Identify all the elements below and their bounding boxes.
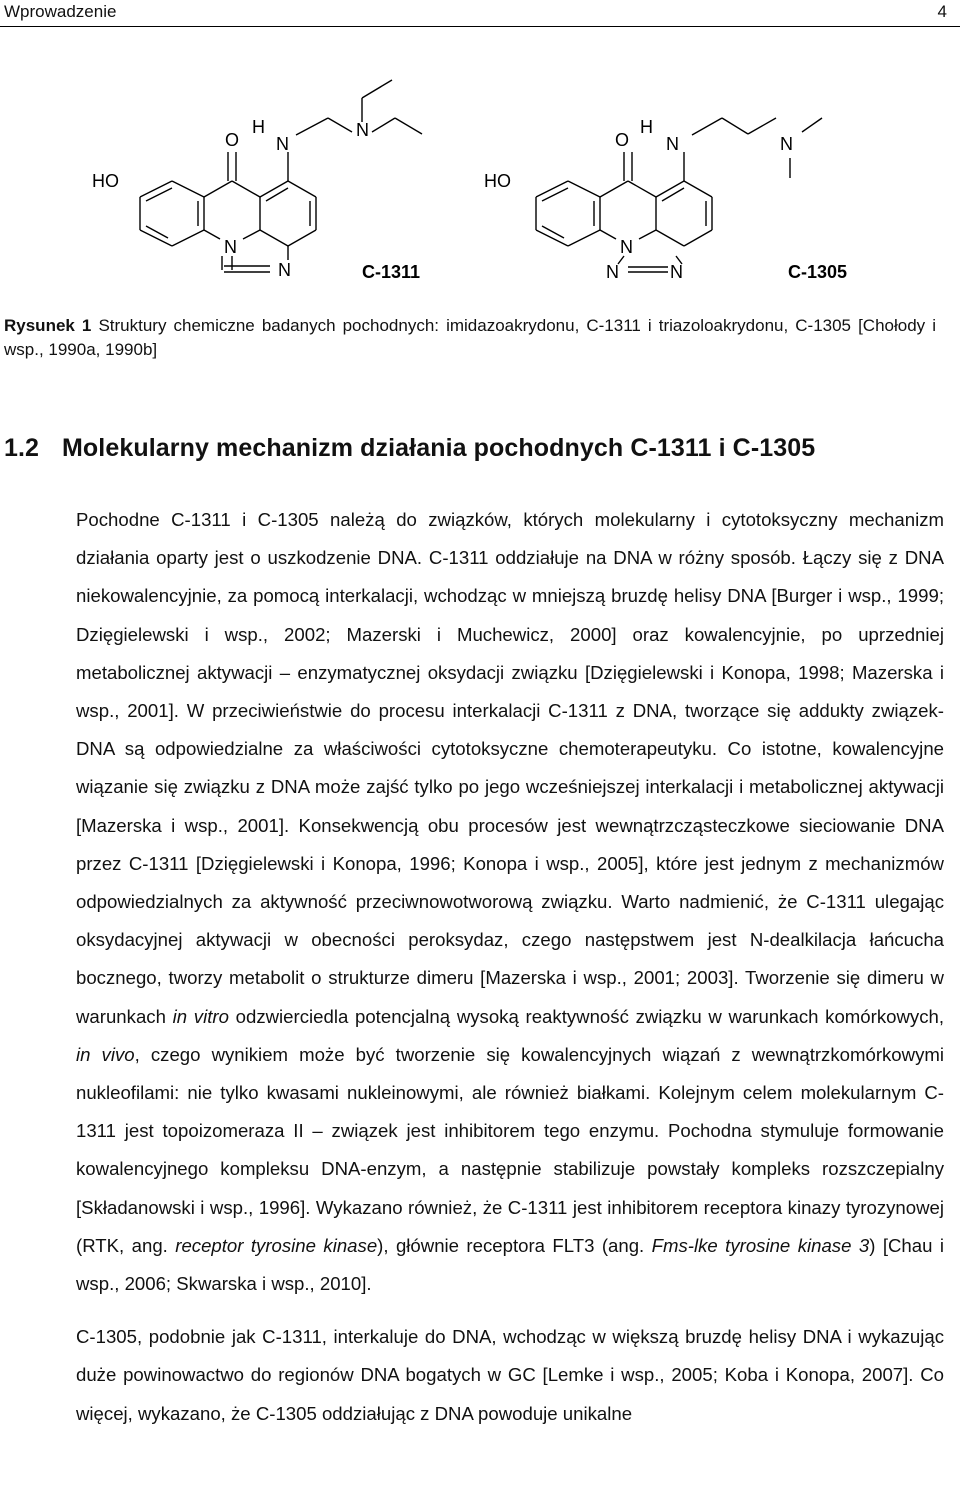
atom-o: O [225, 130, 240, 150]
atom-o: O [615, 130, 630, 150]
text-run: ) [Chau i wsp., 2006; Skwarska i wsp., 2010]. [76, 1234, 944, 1295]
structure-c1311 [140, 80, 422, 272]
atom-ho: HO [484, 171, 511, 191]
atom-n: N [276, 134, 289, 154]
structures-drawing [0, 60, 960, 300]
atom-n: N [224, 237, 237, 257]
paragraph [4, 501, 944, 1303]
body-text [4, 501, 944, 1433]
section-title: Molekularny mechanizm działania pochodnych C-1311 i C-1305 [62, 434, 816, 462]
atom-n: N [356, 120, 369, 140]
text-run: C-1305, podobnie jak C-1311, interkaluje do DNA, wchodząc w większą bruzdę helisy DNA i wykazując duże powinowactwo do regionów DNA bogatych w GC [Lemke i wsp., 2005; Koba i Konopa, 2007]. Co więcej, wykazano, że C-1305 oddziałując z DNA powoduje unikalne [76, 1326, 944, 1424]
running-title: Wprowadzenie [4, 2, 117, 21]
atom-h: H [640, 117, 653, 137]
section-heading [4, 434, 944, 463]
chemical-structures-figure [0, 60, 960, 300]
italic-run: in vivo [76, 1043, 135, 1065]
text-run: Pochodne C-1311 i C-1305 należą do związków, których molekularny i cytotoksyczny mechanizm działania oparty jest o uszkodzenie DNA. C-1311 oddziałuje na DNA w różny sposób. Łączy się z DNA niekowalencyjnie, za pomocą interkalacji, wchodząc w mniejszą bruzdę helisy DNA [Burger i wsp., 1999; Dzięgielewski i wsp., 2002; Mazerski i Muchewicz, 2000] oraz kowalencyjnie, po uprzedniej metabolicznej aktywacji – enzymatycznej oksydacji związku [Dzięgielewski i Konopa, 1998; Mazerska i wsp., 2001]. W przeciwieństwie do procesu interkalacji C-1311 z DNA, tworzące się addukty związek-DNA są odpowiedzialne za właściwości cytotoksyczne chemoterapeutyku. Co istotne, kowalencyjne wiązanie się związku z DNA może zajść tylko po jego wcześniejszej interkalacji i metabolicznej aktywacji [Mazerska i wsp., 2001]. Konsekwencją obu procesów jest wewnątrzcząsteczkowe sieciowanie DNA przez C-1311 [Dzięgielewski i Konopa, 1996; Konopa i wsp., 2005], które jest jednym z mechanizmów odpowiedzialnych za aktywność przeciwnowotworową związku. Warto nadmienić, że C-1311 ulegając oksydacyjnej aktywacji w obecności peroksydaz, czego następstwem jest N-dealkilacja łańcucha bocznego, tworzy metabolit o strukturze dimeru [Mazerska i wsp., 2001; 2003]. Tworzenie się dimeru w warunkach [76, 509, 944, 1027]
italic-run: in vitro [172, 1005, 229, 1027]
caption-label: Rysunek 1 [4, 316, 92, 335]
atom-n: N [620, 237, 633, 257]
page-number: 4 [937, 2, 947, 21]
atom-ho: HO [92, 171, 119, 191]
italic-run: Fms-lke tyrosine kinase 3 [651, 1234, 870, 1256]
compound-label-c1305: C-1305 [788, 262, 848, 282]
header-rule [0, 26, 960, 27]
text-run: , czego wynikiem może być tworzenie się kowalencyjnych wiązań z wewnątrzkomórkowymi nukleofilami: nie tylko kwasami nukleinowymi, ale również białkami. Kolejnym celem molekularnym C-1311 jest topoizomeraza II – związek jest inhibitorem tego enzymu. Pochodna stymuluje formowanie kowalencyjnego kompleksu DNA-enzym, a następnie stabilizuje powstały kompleks rozszczepialny [Składanowski i wsp., 1996]. Wykazano również, że C-1311 jest inhibitorem receptora kinazy tyrozynowej (RTK, ang. [76, 1043, 944, 1256]
atom-n: N [278, 260, 291, 280]
atom-h: H [252, 117, 265, 137]
atom-n: N [780, 134, 793, 154]
atom-n: N [670, 262, 683, 282]
section-number: 1.2 [4, 434, 40, 462]
text-run: ), głównie receptora FLT3 (ang. [377, 1234, 652, 1256]
atom-n: N [666, 134, 679, 154]
text-run: odzwierciedla potencjalną wysoką reaktywność związku w warunkach komórkowych, [228, 1005, 944, 1027]
caption-text: Struktury chemiczne badanych pochodnych: imidazoakrydonu, C-1311 i triazoloakrydonu, C-1305 [Chołody i wsp., 1990a, 1990b] [4, 316, 936, 359]
paragraph [4, 1318, 944, 1433]
compound-label-c1311: C-1311 [362, 262, 421, 282]
atom-n: N [606, 262, 619, 282]
c1311-atom-labels [92, 117, 369, 280]
c1305-atom-labels [484, 117, 793, 282]
italic-run: receptor tyrosine kinase [175, 1234, 378, 1256]
figure-caption [4, 314, 936, 362]
